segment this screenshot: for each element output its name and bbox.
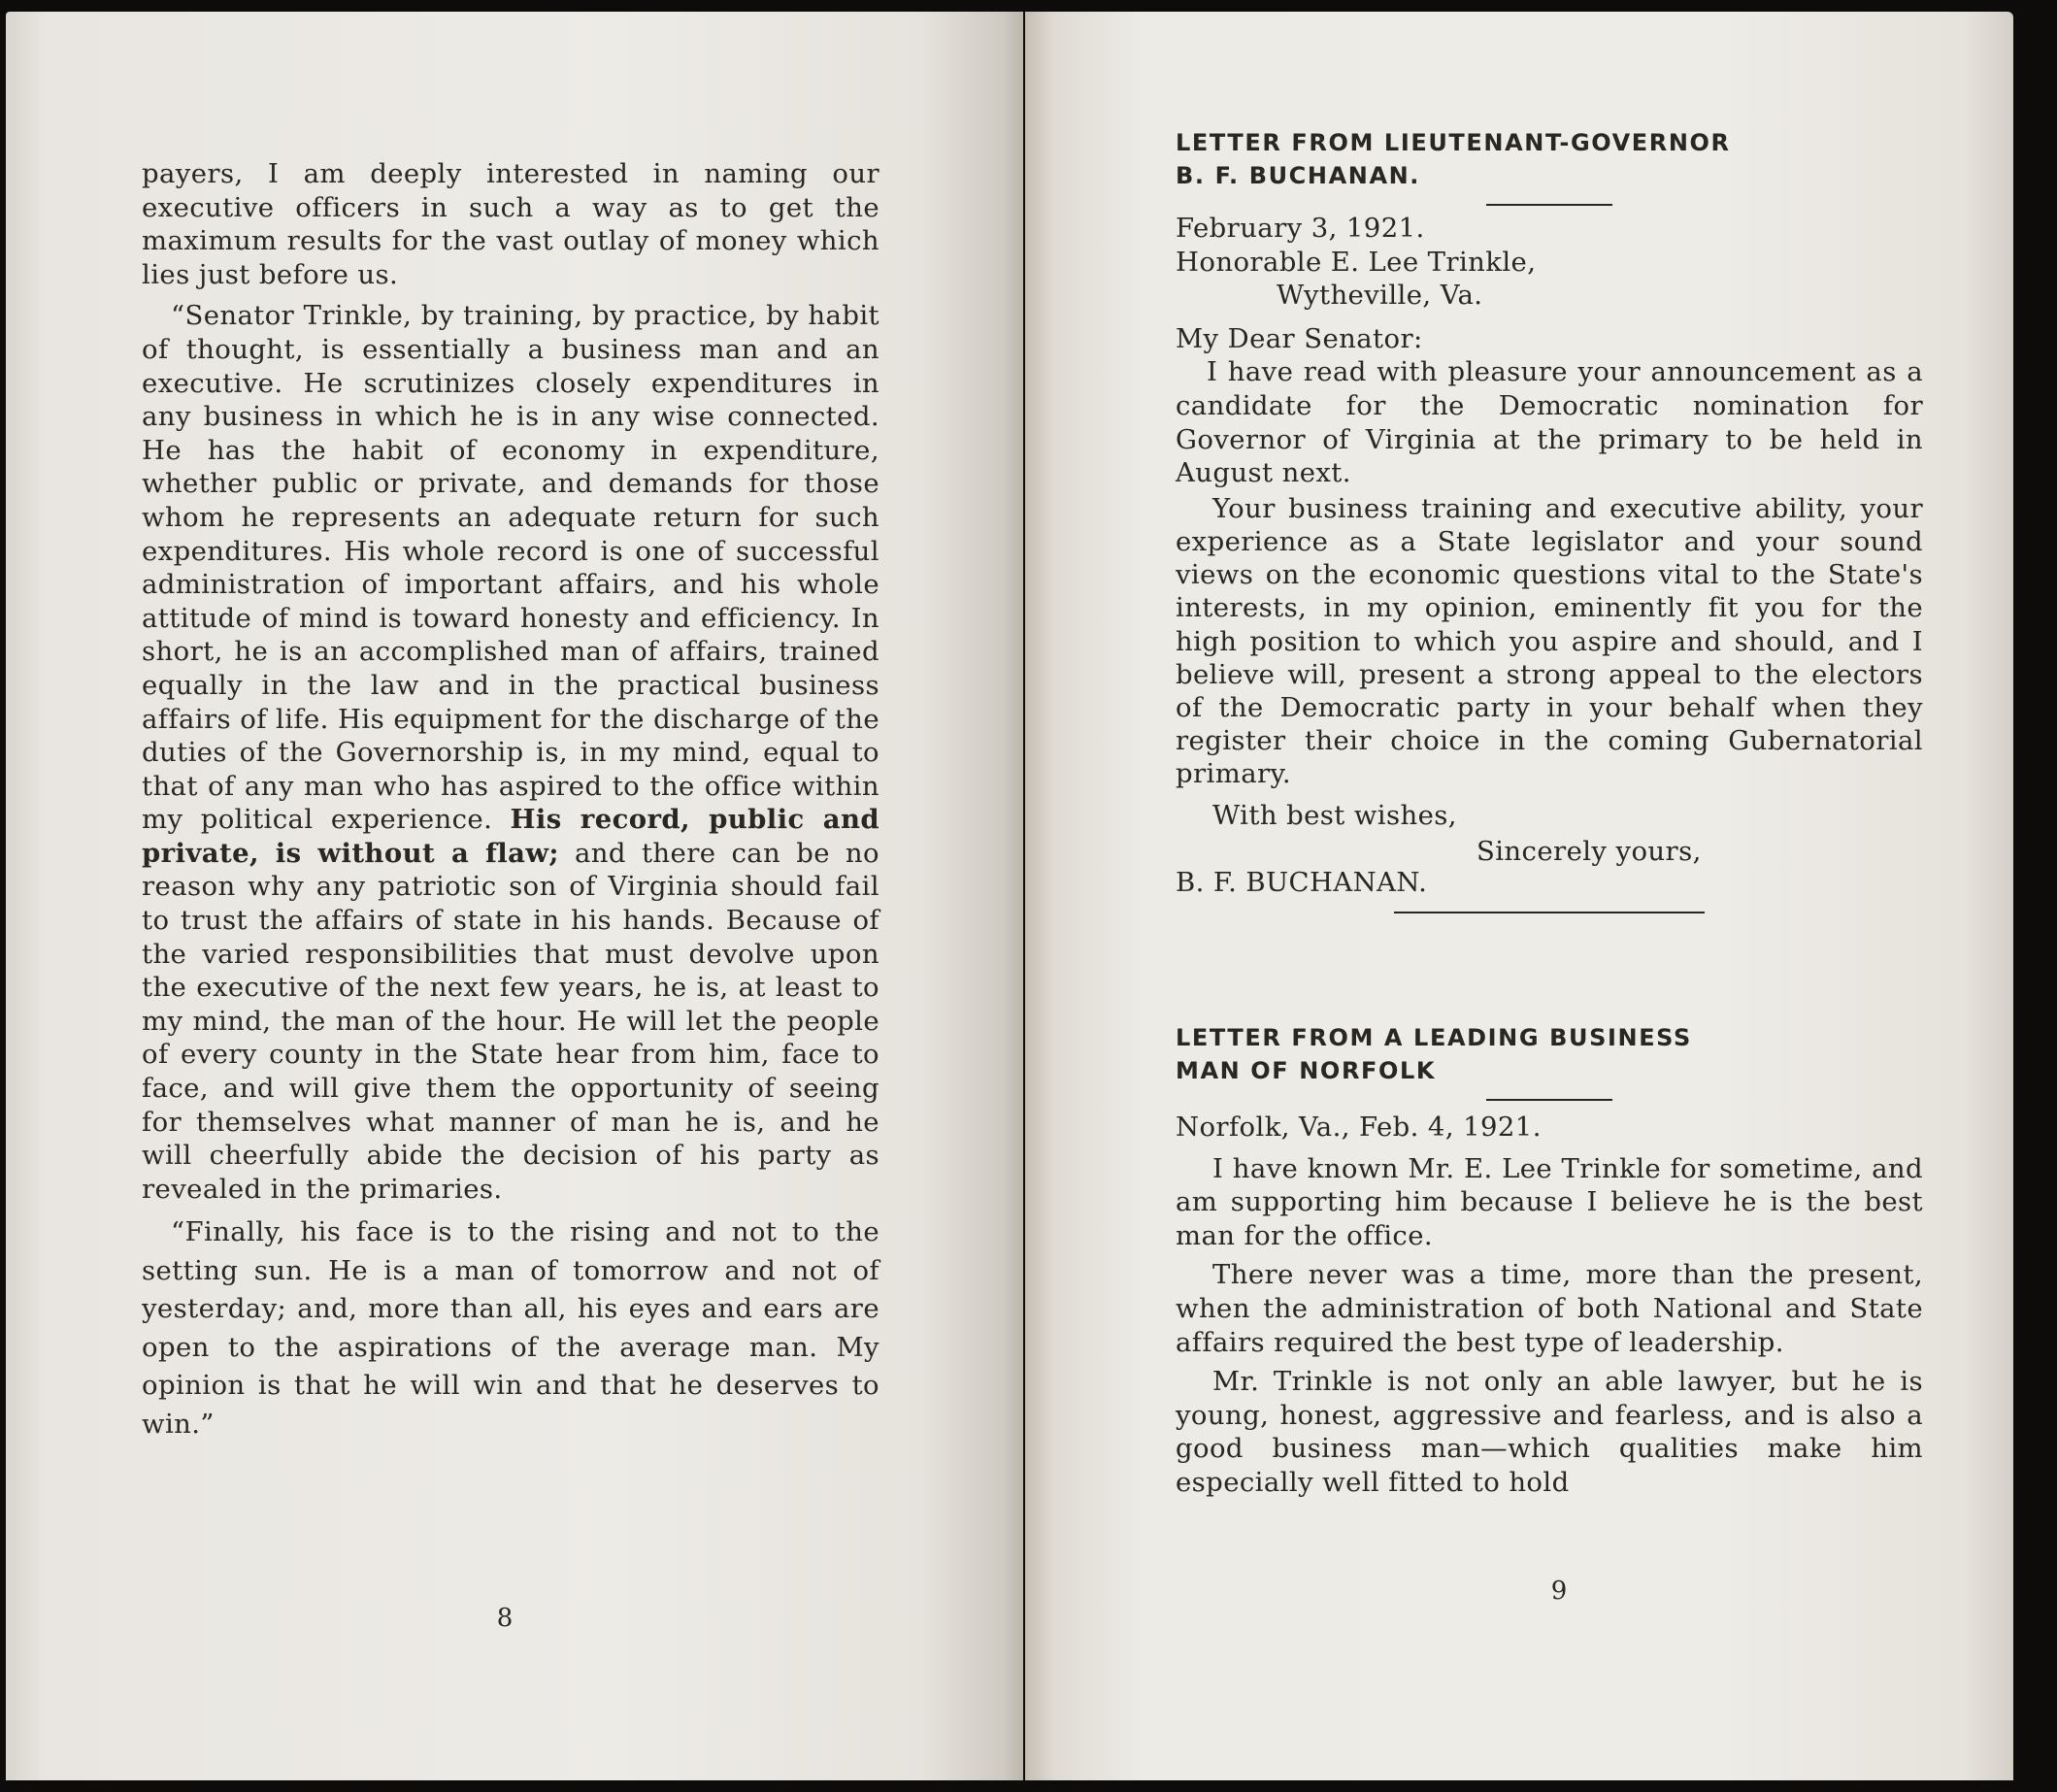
letter-1: [1176, 126, 1923, 913]
letter-2-body-3: Mr. Trinkle is not only an able lawyer, but he is young, honest, aggressive and fearless, and is also a good business man—which qualities make him especially well fitted to hold: [1176, 1366, 1923, 1498]
letter-2-heading-line1: LETTER FROM A LEADING BUSINESS: [1176, 1024, 1692, 1051]
right-page: [1025, 12, 2013, 1780]
letter-1-date: February 3, 1921.: [1176, 213, 1425, 244]
left-page: [6, 12, 1023, 1780]
paragraph-2-continued: and there can be no reason why any patriotic son of Virginia should fail to trust the affairs of state in his hands. Because of the varied responsibilities that must devolve upon the executive of the next few years, he is, at least to my mind, the man of the hour. He will let the people of every county in the State hear from him, face to face, and will give them the opportunity of seeing for themselves what manner of man he is, and he will cheerfully abide the decision of his party as revealed in the primaries.: [142, 837, 879, 1205]
letter-1-heading-line2: B. F. BUCHANAN.: [1176, 162, 1421, 189]
letter-2-body-2: There never was a time, more than the present, when the administration of both National and State affairs required the best type of leadership.: [1176, 1259, 1923, 1358]
letter-1-closing: With best wishes,: [1212, 799, 1457, 831]
letter-1-addressee-name: Honorable E. Lee Trinkle,: [1176, 246, 1537, 278]
letter-1-signature: B. F. BUCHANAN.: [1176, 867, 1428, 899]
divider-long: [1394, 912, 1705, 913]
paragraph-2-text: “Senator Trinkle, by training, by practice, by habit of thought, is essentially a business man and an executive. He scrutinizes closely expenditures in any business in which he is in any wise connected. He has the habit of economy in expenditure, whether public or private, and demands for those whom he represents an adequate return for such expenditures. His whole record is one of successful administration of important affairs, and his whole attitude of mind is toward honesty and efficiency. In short, he is an accomplished man of affairs, trained equally in the law and in the practical business affairs of life. His equipment for the discharge of the duties of the Governorship is, in my mind, equal to that of any man who has aspired to the office within my political experience.: [142, 300, 879, 836]
booklet-spread: [6, 12, 2044, 1780]
page-number-right: 9: [1550, 1576, 1568, 1606]
letter-1-signoff: Sincerely yours,: [1476, 836, 1702, 868]
paragraph-3: “Finally, his face is to the rising and not to the setting sun. He is a man of tomorrow and not of yesterday; and, more than all, his eyes and ears are open to the aspirations of the average man. My opinion is that he will win and that he deserves to win.”: [142, 1216, 879, 1440]
letter-1-salutation: My Dear Senator:: [1176, 322, 1423, 354]
letter-2-body-1: I have known Mr. E. Lee Trinkle for sometime, and am supporting him because I believe he is the best man for the office.: [1176, 1152, 1923, 1251]
paragraph-2: [142, 299, 879, 1206]
emphasis-text: His record, public and private, is without a flaw;: [142, 804, 879, 869]
page-number-left: 8: [496, 1604, 514, 1633]
letter-1-body-1: I have read with pleasure your announcement as a candidate for the Democratic nomination for Governor of Virginia at the primary to be held in August next.: [1176, 356, 1923, 489]
paragraph-1: payers, I am deeply interested in naming our executive officers in such a way as to get the maximum results for the vast outlay of money which lies just before us.: [142, 158, 879, 290]
letter-1-body-2: Your business training and executive ability, your experience as a State legislator and your sound views on the economic questions vital to the State's interests, in my opinion, eminently fit you for the high position to which you aspire and should, and I believe will, present a strong appeal to the electors of the Democratic party in your behalf when they register their choice in the coming Gubernatorial primary.: [1176, 492, 1923, 790]
divider-short: [1486, 204, 1612, 206]
divider-short-2: [1486, 1099, 1612, 1101]
letter-2-heading-line2: MAN OF NORFOLK: [1176, 1057, 1437, 1084]
letter-2: [1176, 1021, 1923, 1500]
letter-1-addressee-place: Wytheville, Va.: [1277, 280, 1483, 312]
left-text-column: [142, 157, 879, 1444]
letter-1-heading-line1: LETTER FROM LIEUTENANT-GOVERNOR: [1176, 129, 1731, 156]
letter-2-dateline: Norfolk, Va., Feb. 4, 1921.: [1176, 1112, 1542, 1143]
